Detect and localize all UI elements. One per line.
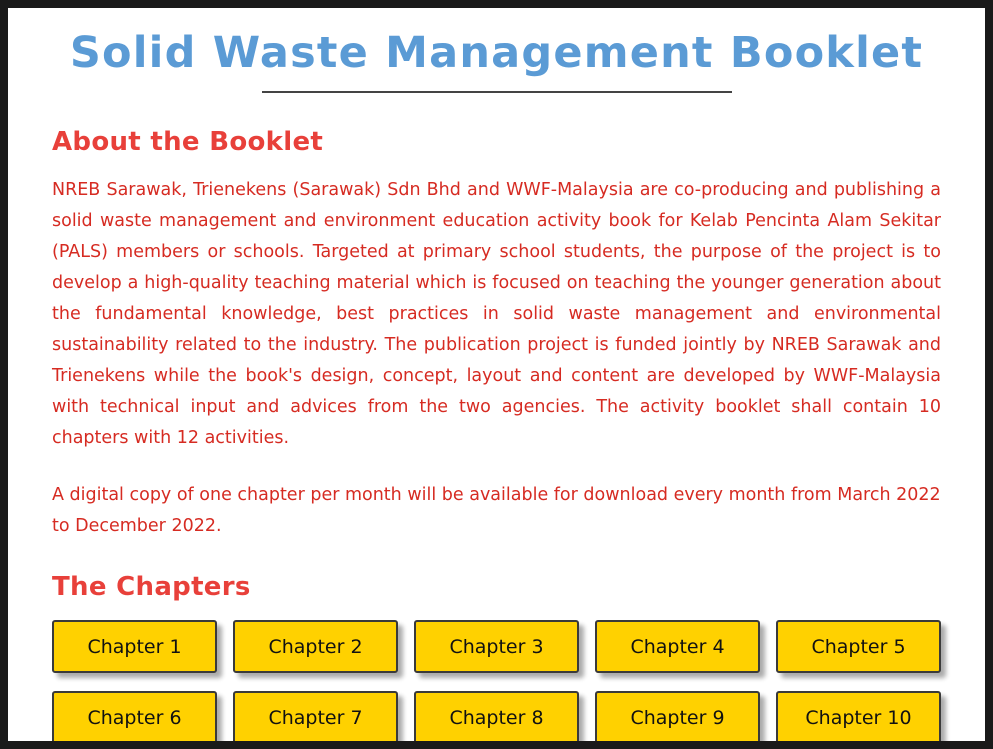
chapter-button-label: Chapter 1 — [87, 635, 182, 658]
chapter-button-label: Chapter 10 — [805, 706, 912, 729]
title-divider — [262, 91, 732, 93]
about-paragraph-2: A digital copy of one chapter per month will be available for download every month from March 2022 to December 2022. — [52, 485, 941, 537]
chapter-button-4[interactable] — [595, 620, 760, 673]
title-block — [8, 8, 985, 93]
chapter-button-label: Chapter 3 — [449, 635, 544, 658]
page-title: Solid Waste Management Booklet — [69, 28, 924, 78]
about-paragraph-1: NREB Sarawak, Trienekens (Sarawak) Sdn Bhd and WWF-Malaysia are co-producing and publishing a solid waste management and environment education activity book for Kelab Pencinta Alam Sekitar (PALS) members or schools. Targeted at primary school students, the purpose of the project is to develop a high-quality teaching material which is focused on teaching the younger generation about the fundamental knowledge, best practices in solid waste management and environmental sustainability related to the industry. The publication project is funded jointly by NREB Sarawak and Trienekens while the book's design, concept, layout and content are developed by WWF-Malaysia with technical input and advices from the two agencies. The activity booklet shall contain 10 chapters with 12 activities. — [52, 180, 941, 449]
chapter-button-3[interactable] — [414, 620, 579, 673]
booklet-page — [8, 8, 985, 741]
chapter-button-label: Chapter 5 — [811, 635, 906, 658]
chapter-button-label: Chapter 4 — [630, 635, 725, 658]
chapter-button-label: Chapter 9 — [630, 706, 725, 729]
chapter-button-6[interactable] — [52, 691, 217, 741]
chapter-grid — [52, 620, 941, 741]
about-heading: About the Booklet — [52, 127, 324, 158]
chapter-button-8[interactable] — [414, 691, 579, 741]
chapters-heading: The Chapters — [52, 572, 251, 603]
chapter-button-label: Chapter 2 — [268, 635, 363, 658]
content-area — [8, 127, 985, 741]
chapter-button-5[interactable] — [776, 620, 941, 673]
chapter-button-1[interactable] — [52, 620, 217, 673]
chapter-button-label: Chapter 7 — [268, 706, 363, 729]
chapter-button-label: Chapter 8 — [449, 706, 544, 729]
chapter-button-7[interactable] — [233, 691, 398, 741]
chapter-button-label: Chapter 6 — [87, 706, 182, 729]
chapter-button-10[interactable] — [776, 691, 941, 741]
chapter-button-9[interactable] — [595, 691, 760, 741]
chapter-button-2[interactable] — [233, 620, 398, 673]
